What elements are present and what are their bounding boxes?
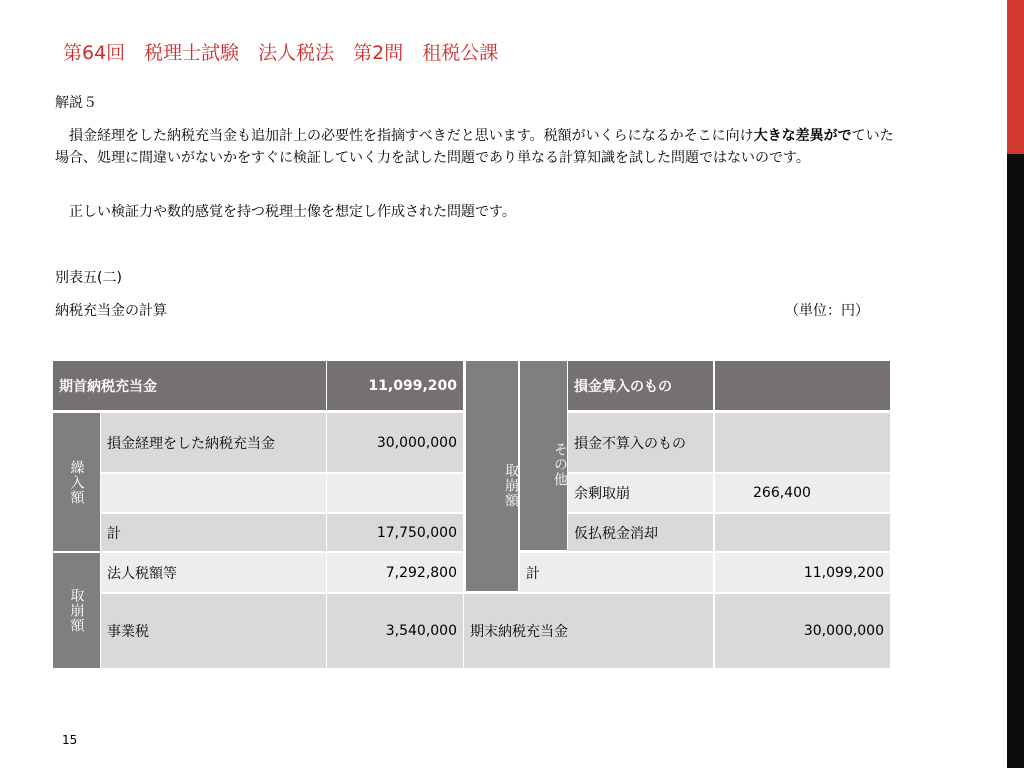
withdraw-row1-value: 7,292,800 — [327, 553, 463, 592]
accent-bar-red — [1007, 0, 1024, 154]
unit-label: （単位：円） — [785, 303, 869, 319]
withdrawal-left-group-label: 取崩額 — [53, 553, 100, 668]
transfer-total-value: 17,750,000 — [327, 514, 463, 551]
opening-balance-label: 期首納税充当金 — [53, 361, 326, 410]
table-title: 納税充当金の計算 — [55, 303, 167, 319]
closing-balance-value: 30,000,000 — [715, 594, 890, 668]
surplus-label: 余剰取崩 — [568, 474, 713, 512]
surplus-value: 266,400 — [715, 474, 890, 512]
deductible-value — [715, 361, 890, 410]
transfer-total-label: 計 — [101, 514, 326, 551]
paragraph-bold-text: 大きな差異がで — [753, 128, 852, 144]
page-number: 15 — [62, 733, 78, 747]
explanation-paragraph-2: 正しい検証力や数的感覚を持つ税理士像を想定し作成された問題です。 — [55, 204, 516, 220]
table-caption: 別表五(二) — [55, 270, 122, 286]
withdraw-row1-label: 法人税額等 — [101, 553, 326, 592]
deductible-header: 損金算入のもの — [568, 361, 713, 410]
transfer-row1-value: 30,000,000 — [327, 413, 463, 472]
nondeductible-label: 損金不算入のもの — [568, 413, 713, 472]
opening-balance-value: 11,099,200 — [327, 361, 463, 410]
paragraph-text: 損金経理をした納税充当金も追加計上の必要性を指摘すべきだと思います。税額がいくらになるかそこに向け — [55, 128, 754, 144]
explanation-paragraph-1 — [55, 125, 895, 169]
right-total-label: 計 — [520, 553, 713, 592]
section-heading: 解説５ — [55, 95, 97, 111]
transfer-row2-label — [101, 474, 326, 512]
other-group-label: その他 — [520, 361, 567, 550]
provisional-value — [715, 514, 890, 551]
nondeductible-value — [715, 413, 890, 472]
accent-bar-black — [1007, 154, 1024, 768]
transfer-row2-value — [327, 474, 463, 512]
closing-balance-label: 期末納税充当金 — [464, 594, 713, 668]
right-total-value: 11,099,200 — [715, 553, 890, 592]
transfer-row1-label: 損金経理をした納税充当金 — [101, 413, 326, 472]
withdrawal-group-label: 取崩額 — [466, 361, 518, 591]
provisional-label: 仮払税金消却 — [568, 514, 713, 551]
withdraw-row2-value: 3,540,000 — [327, 594, 463, 668]
transfer-group-label: 繰入額 — [53, 413, 100, 551]
withdraw-row2-label: 事業税 — [101, 594, 326, 668]
slide-title: 第64回 税理士試験 法人税法 第2問 租税公課 — [63, 42, 499, 64]
paragraph-text: ていた場合、処理に間違いがないかをすぐに検証していく力を試した問題であり単なる計算知識を試した問題ではないのです。 — [55, 128, 894, 166]
